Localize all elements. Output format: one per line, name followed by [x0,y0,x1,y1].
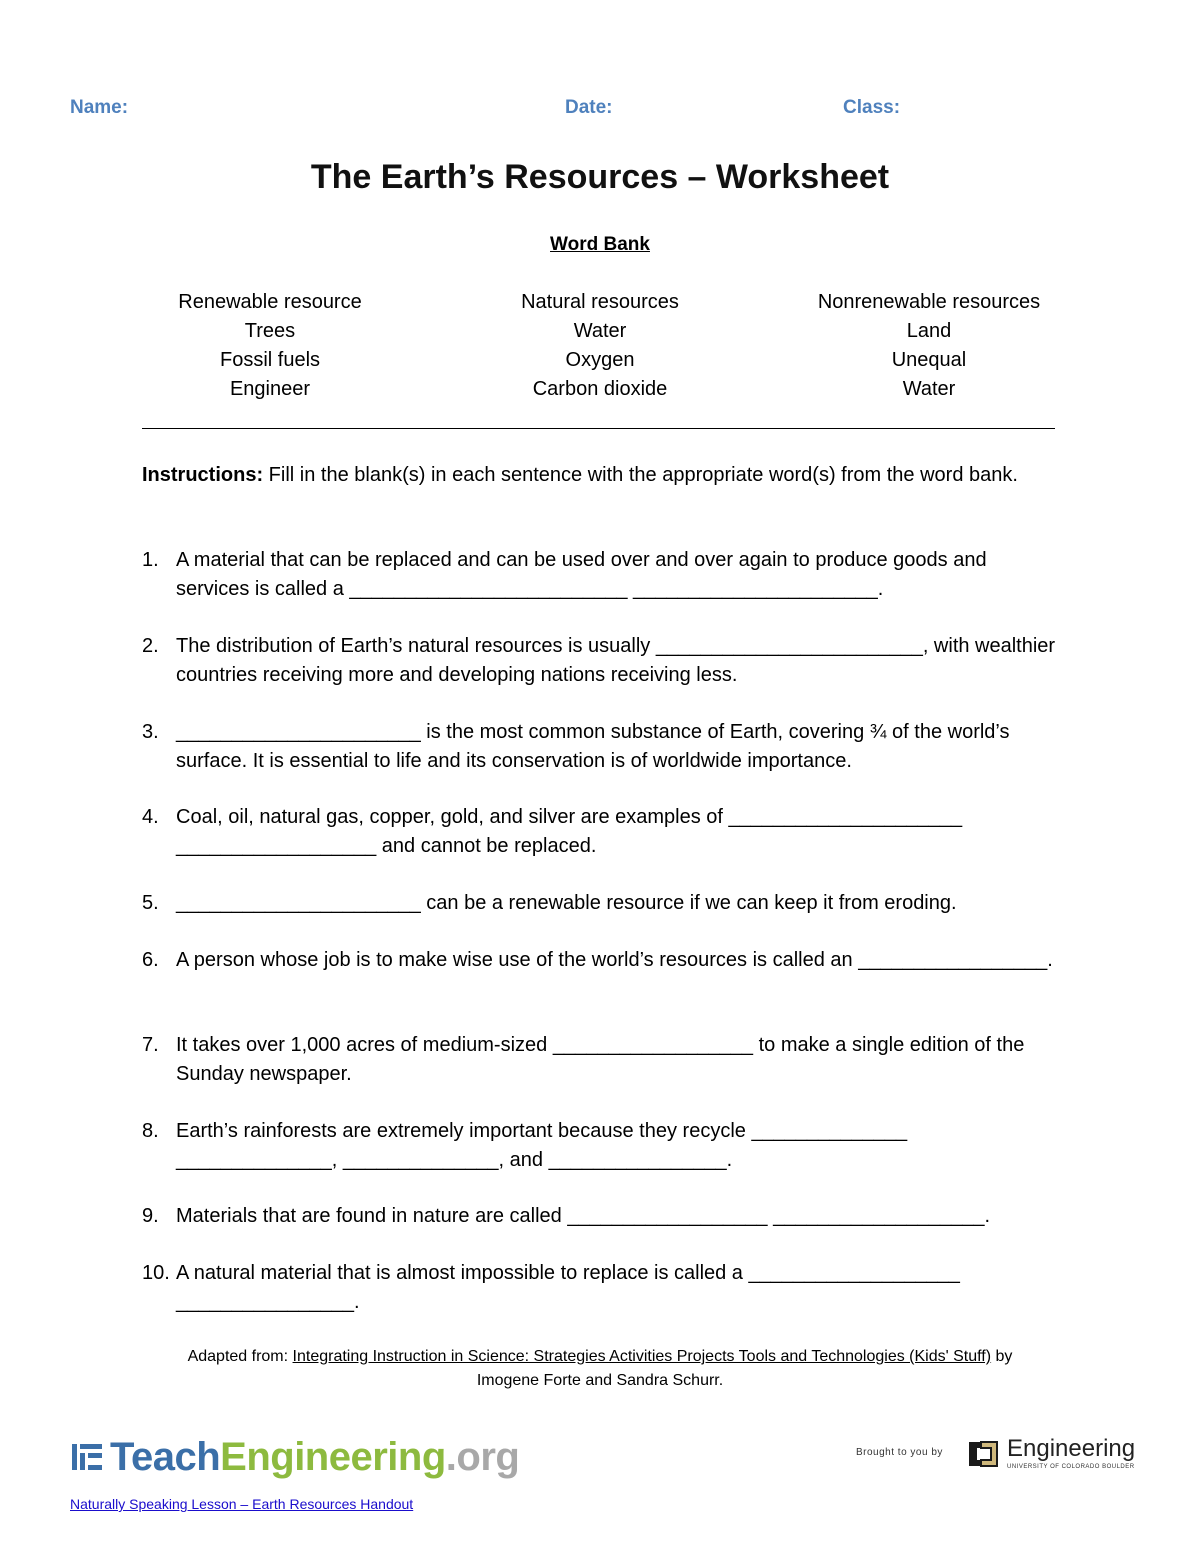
word-bank-column-3 [749,289,1109,405]
question-number: 4. [142,806,159,828]
question-text[interactable]: A material that can be replaced and can be used over and over again to produce goods and services is called a _________________________ ______________________. [176,549,987,600]
word-bank-item: Unequal [891,349,967,371]
question-7 [142,1031,1057,1089]
question-1 [142,546,1057,604]
logo-org: .org [445,1434,520,1479]
cu-engineering-label: Engineering [1007,1435,1136,1462]
question-text[interactable]: Earth’s rainforests are extremely important because they recycle ______________ ______________, ______________, and ________________. [176,1120,908,1171]
question-text[interactable]: ______________________ can be a renewable resource if we can keep it from eroding. [176,892,957,914]
question-number: 2. [142,635,159,657]
question-2 [142,632,1057,690]
credit-suffix: by [991,1348,1013,1365]
question-text[interactable]: Coal, oil, natural gas, copper, gold, and silver are examples of _____________________ __________________ and cannot be replaced. [176,806,963,857]
question-text[interactable]: It takes over 1,000 acres of medium-sized __________________ to make a single edition of the Sunday newspaper. [176,1034,1025,1085]
instructions-label: Instructions: [142,464,264,486]
divider [142,428,1055,429]
word-bank-column-1 [90,289,450,405]
question-number: 7. [142,1034,159,1056]
word-bank-item: Engineer [229,378,311,400]
word-bank-item: Water [573,320,627,342]
source-credit [0,1345,1200,1393]
question-5 [142,889,1057,918]
credit-prefix: Adapted from: [187,1348,293,1365]
name-label: Name: [70,97,129,118]
word-bank-title: Word Bank [550,234,650,255]
question-text[interactable]: A natural material that is almost impossible to replace is called a ___________________ ________________. [176,1262,960,1313]
brought-to-you-by: Brought to you by [856,1447,943,1458]
question-text[interactable]: Materials that are found in nature are called __________________ ___________________. [176,1205,991,1227]
question-3 [142,718,1057,776]
question-text[interactable]: The distribution of Earth’s natural resources is usually ________________________, with wealthier countries receiving more and developing nations receiving less. [176,635,1056,686]
class-label: Class: [843,97,901,118]
teachengineering-logo-icon [70,1440,104,1474]
word-bank-item: Water [902,378,956,400]
question-text[interactable]: A person whose job is to make wise use of the world’s resources is called an _________________. [176,949,1053,971]
question-number: 1. [142,549,159,571]
word-bank-item: Trees [244,320,296,342]
word-bank-item: Oxygen [565,349,635,371]
word-bank-column-2 [420,289,780,405]
instructions-text: Fill in the blank(s) in each sentence with the appropriate word(s) from the word bank. [263,464,1018,486]
word-bank-item: Carbon dioxide [532,378,668,400]
credit-book-link[interactable]: Integrating Instruction in Science: Strategies Activities Projects Tools and Technologies (Kids' Stuff) [292,1348,992,1365]
word-bank-item: Fossil fuels [219,349,321,371]
teachengineering-logo [70,1432,519,1482]
question-text[interactable]: ______________________ is the most common substance of Earth, covering ¾ of the world’s surface. It is essential to life and its conservation is of worldwide importance. [176,721,1010,772]
cu-engineering-logo [965,1436,1135,1472]
page-title: The Earth’s Resources – Worksheet [310,158,890,196]
word-bank-item: Renewable resource [178,291,362,313]
word-bank-item: Land [906,320,952,342]
date-label: Date: [565,97,613,118]
logo-engineering: Engineering [220,1434,446,1479]
cu-university-label: UNIVERSITY OF COLORADO BOULDER [1007,1464,1135,1470]
question-9 [142,1202,1057,1231]
credit-authors: Imogene Forte and Sandra Schurr. [476,1372,724,1389]
cu-buffalo-icon [965,1436,1001,1472]
question-number: 8. [142,1120,159,1142]
question-4 [142,803,1057,861]
question-6 [142,946,1057,975]
footer-lesson-link[interactable]: Naturally Speaking Lesson – Earth Resources Handout [70,1496,414,1512]
question-8 [142,1117,1057,1175]
logo-teach: Teach [110,1434,221,1479]
question-number: 3. [142,721,159,743]
instructions [142,461,1052,490]
word-bank-item: Natural resources [521,291,679,313]
question-number: 10. [142,1262,170,1284]
question-number: 5. [142,892,159,914]
question-number: 6. [142,949,159,971]
question-number: 9. [142,1205,159,1227]
question-10 [142,1259,1057,1317]
word-bank-item: Nonrenewable resources [817,291,1041,313]
